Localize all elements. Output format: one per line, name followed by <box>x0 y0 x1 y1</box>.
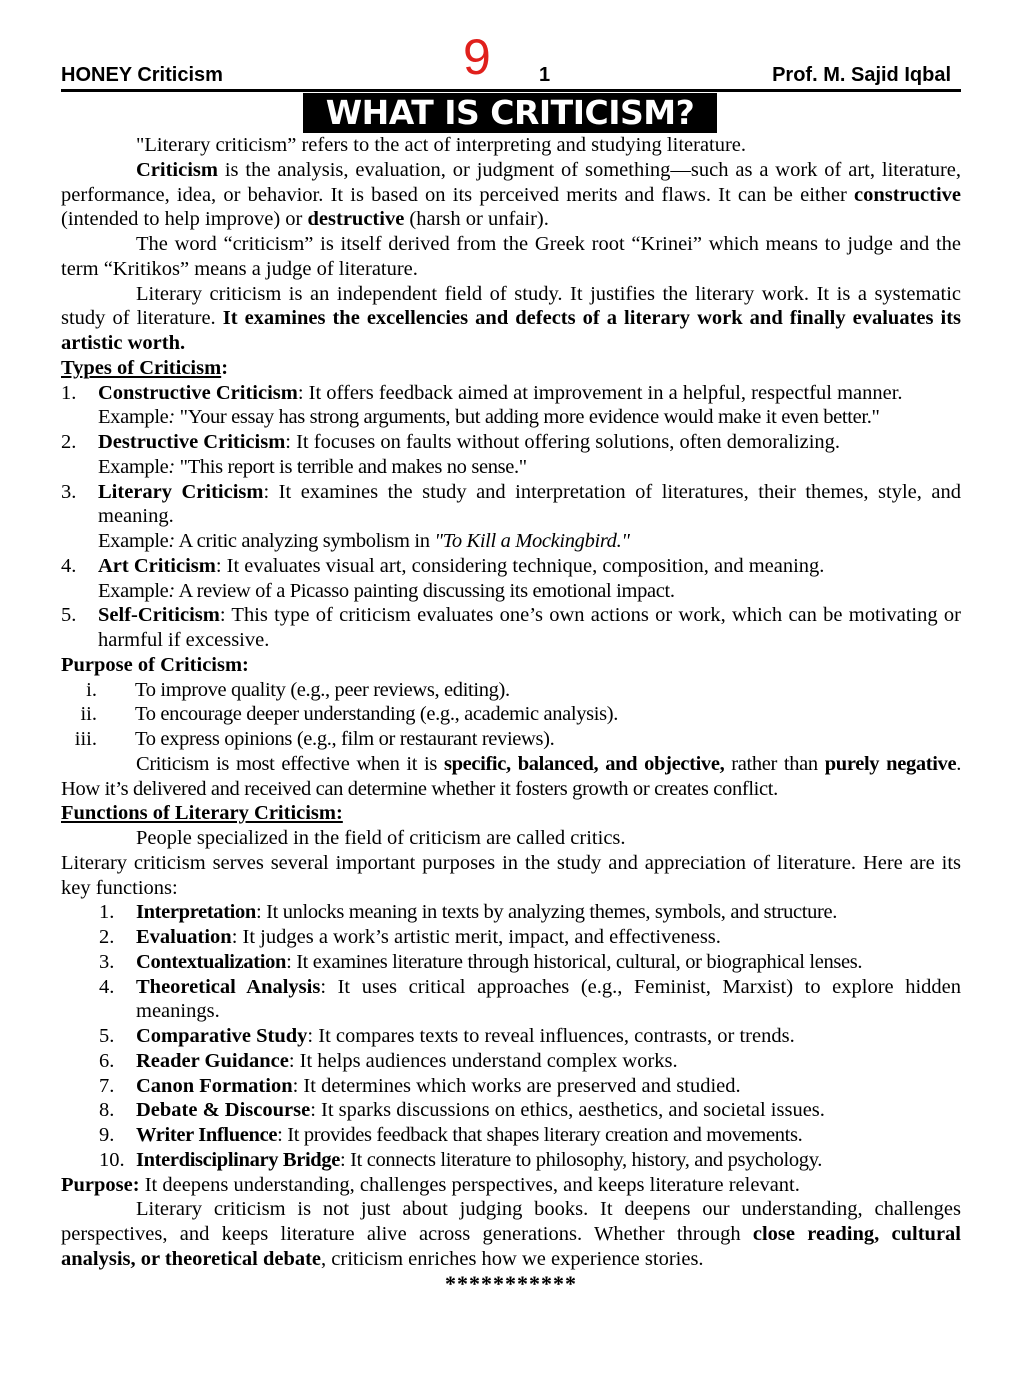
purpose-item <box>61 727 961 752</box>
functions-paragraph-2: Literary criticism serves several important purposes in the study and appreciation of literature. Here are its key functions: <box>61 851 961 899</box>
bold-text: specific, balanced, and objective, <box>443 752 725 775</box>
list-number: 4. <box>99 975 115 998</box>
function-term: Canon Formation <box>136 1074 293 1097</box>
list-number: 3. <box>61 480 77 503</box>
type-item <box>61 430 961 480</box>
function-body <box>136 900 961 925</box>
header-page-number: 1 <box>539 64 551 86</box>
function-body <box>136 1098 961 1123</box>
purpose-text: To improve quality (e.g., peer reviews, editing). <box>135 678 510 701</box>
list-number: 1. <box>61 381 77 404</box>
type-example <box>98 455 961 480</box>
function-item <box>61 1098 961 1123</box>
functions-heading <box>61 801 961 826</box>
type-item <box>61 480 961 554</box>
function-desc: : It helps audiences understand complex works. <box>288 1049 678 1072</box>
example-text: A review of a Picasso painting discussing its emotional impact. <box>174 579 675 602</box>
function-item <box>61 950 961 975</box>
list-number: 8. <box>99 1099 115 1122</box>
type-term: Destructive Criticism <box>98 431 286 453</box>
type-description <box>98 430 961 455</box>
document-body <box>61 133 961 1296</box>
purpose-label: Purpose: <box>61 1173 140 1196</box>
type-description <box>98 480 961 530</box>
purpose-text: To express opinions (e.g., film or restaurant reviews). <box>135 728 555 750</box>
function-desc: : It uses critical approaches (e.g., Feminist, Marxist) to explore hidden meanings. <box>136 975 961 1023</box>
text: (harsh or unfair). <box>404 208 549 231</box>
list-number: 2. <box>99 926 115 948</box>
function-body <box>136 1074 961 1099</box>
heading-colon: : <box>336 802 343 825</box>
type-item-body <box>98 381 961 431</box>
type-item <box>61 554 961 604</box>
function-body <box>136 1049 961 1074</box>
text: (intended to help improve) or <box>61 208 308 231</box>
type-item-body <box>98 480 961 554</box>
purpose-paragraph <box>61 752 961 802</box>
function-desc: : It judges a work’s artistic merit, impact, and effectiveness. <box>231 926 721 948</box>
text: , criticism enriches how we experience stories. <box>321 1247 704 1270</box>
function-term: Comparative Study <box>136 1025 308 1047</box>
list-number: 5. <box>61 604 77 627</box>
bold-term: destructive <box>307 208 405 231</box>
function-term: Contextualization <box>136 950 287 973</box>
end-stars-divider: *********** <box>445 1270 577 1296</box>
function-term: Interdisciplinary Bridge <box>136 1148 341 1171</box>
function-desc: : It determines which works are preserved and studied. <box>292 1074 741 1097</box>
list-number: 1. <box>99 901 115 924</box>
text: Literary criticism is not just about judging books. It deepens our understanding, challenges perspectives, and keeps literature alive across generations. Whether through <box>61 1198 961 1245</box>
function-desc: : It sparks discussions on ethics, aesthetics, and societal issues. <box>310 1099 825 1122</box>
red-page-number: 9 <box>463 29 491 85</box>
heading-colon: : <box>221 356 229 379</box>
type-term: Literary Criticism <box>98 480 264 503</box>
purpose-item <box>61 678 961 703</box>
type-item <box>61 603 961 653</box>
list-number: 5. <box>99 1025 115 1047</box>
type-term: Self-Criticism <box>98 604 220 627</box>
bold-term: constructive <box>853 183 961 206</box>
example-text: A critic analyzing symbolism in <box>174 530 435 552</box>
closing-paragraph <box>61 1197 961 1271</box>
roman-number: iii. <box>74 728 97 750</box>
function-term: Theoretical Analysis <box>136 975 321 998</box>
example-colon: : <box>168 406 175 429</box>
example-colon: : <box>168 579 175 602</box>
page-header <box>61 29 961 90</box>
function-desc: : It unlocks meaning in texts by analyzing themes, symbols, and structure. <box>255 901 837 924</box>
text: Literary criticism is an independent field of study. It justifies the literary work. It is a systematic study of literature. <box>61 282 961 330</box>
function-desc: : It examines literature through historical, cultural, or biographical lenses. <box>286 950 863 973</box>
example-text: "Your essay has strong arguments, but adding more evidence would make it even better." <box>174 406 880 429</box>
example-label: Example <box>98 455 169 478</box>
roman-number: ii. <box>80 703 97 726</box>
type-description <box>98 554 961 579</box>
type-desc-text: : It evaluates visual art, considering technique, composition, and meaning. <box>215 554 825 577</box>
function-item <box>61 1148 961 1173</box>
type-desc-text: : It focuses on faults without offering solutions, often demoralizing. <box>285 431 841 453</box>
function-term: Interpretation <box>136 901 256 924</box>
type-desc-text: : It offers feedback aimed at improvement in a helpful, respectful manner. <box>297 381 903 404</box>
function-body <box>136 975 961 1025</box>
type-example <box>98 579 961 604</box>
types-heading <box>61 356 961 381</box>
list-number: 7. <box>99 1074 115 1097</box>
example-label: Example <box>98 406 169 429</box>
closing-purpose <box>61 1173 961 1198</box>
list-number: 3. <box>99 950 115 973</box>
bold-term: Criticism <box>136 158 218 181</box>
function-item <box>61 1049 961 1074</box>
function-body <box>136 950 961 975</box>
function-body <box>136 1123 961 1148</box>
purpose-list <box>61 678 961 752</box>
function-term: Writer Influence <box>136 1124 278 1146</box>
functions-list <box>61 900 961 1172</box>
page-title: WHAT IS CRITICISM? <box>303 93 717 133</box>
header-author: Prof. M. Sajid Iqbal <box>772 64 951 86</box>
list-number: 6. <box>99 1049 115 1072</box>
type-term: Constructive Criticism <box>98 381 298 404</box>
function-term: Debate & Discourse <box>136 1099 311 1122</box>
intro-paragraph-4 <box>61 282 961 356</box>
header-rule <box>61 89 961 92</box>
purpose-heading: Purpose of Criticism: <box>61 653 249 676</box>
intro-paragraph-3: The word “criticism” is itself derived from the Greek root “Krinei” which means to judge and the term “Kritikos” means a judge of literature. <box>61 233 961 280</box>
example-label: Example <box>98 579 169 602</box>
type-item-body <box>98 554 961 604</box>
heading-text: Functions of Literary Criticism <box>61 802 336 825</box>
text: . How it’s delivered and received can determine whether it fosters growth or creates conflict. <box>61 752 961 800</box>
bold-text: close reading, cultural analysis, or theoretical debate <box>61 1223 961 1270</box>
function-desc: : It connects literature to philosophy, history, and psychology. <box>340 1148 823 1171</box>
list-number: 9. <box>99 1124 115 1146</box>
type-item <box>61 381 961 431</box>
example-title: "To Kill a Mockingbird." <box>434 530 630 552</box>
list-number: 10. <box>99 1148 125 1171</box>
heading-text: Types of Criticism <box>61 356 222 379</box>
function-item <box>61 925 961 950</box>
function-term: Evaluation <box>136 926 232 948</box>
function-item <box>61 1024 961 1049</box>
intro-paragraph-1: "Literary criticism” refers to the act of interpreting and studying literature. <box>136 134 747 156</box>
intro-paragraph-2 <box>61 158 961 232</box>
text: rather than <box>724 752 825 775</box>
function-item <box>61 1123 961 1148</box>
type-description <box>98 603 961 653</box>
type-example <box>98 529 961 554</box>
list-number: 2. <box>61 431 77 453</box>
function-body <box>136 925 961 950</box>
header-left-title: HONEY Criticism <box>61 64 223 86</box>
types-list <box>61 381 961 653</box>
functions-paragraph-1: People specialized in the field of criticism are called critics. <box>136 827 626 849</box>
text: It deepens understanding, challenges perspectives, and keeps literature relevant. <box>139 1173 800 1196</box>
roman-number: i. <box>86 678 97 701</box>
type-item-body <box>98 603 961 653</box>
type-item-body <box>98 430 961 480</box>
function-desc: : It compares texts to reveal influences, contrasts, or trends. <box>307 1025 795 1047</box>
type-desc-text: : This type of criticism evaluates one’s own actions or work, which can be motivating or harmful if excessive. <box>98 604 961 651</box>
purpose-item <box>61 702 961 727</box>
list-number: 4. <box>61 554 77 577</box>
example-colon: : <box>168 455 175 478</box>
function-item <box>61 1074 961 1099</box>
function-item <box>61 900 961 925</box>
text: is the analysis, evaluation, or judgment of something—such as a work of art, literature, performance, idea, or behavior. It is based on its perceived merits and flaws. It can be either <box>61 158 961 206</box>
purpose-text: To encourage deeper understanding (e.g., academic analysis). <box>135 703 619 726</box>
bold-text: It examines the excellencies and defects of a literary work and finally evaluates its artistic worth. <box>61 307 962 354</box>
function-term: Reader Guidance <box>136 1049 289 1072</box>
function-body <box>136 1024 961 1049</box>
type-description <box>98 381 961 406</box>
text: Criticism is most effective when it is <box>136 752 444 775</box>
example-label: Example <box>98 530 169 552</box>
bold-text: purely negative <box>824 752 957 775</box>
type-desc-text: : It examines the study and interpretation of literatures, their themes, style, and meaning. <box>98 480 961 528</box>
example-colon: : <box>168 530 175 552</box>
function-item <box>61 975 961 1025</box>
type-term: Art Criticism <box>98 554 216 577</box>
type-example <box>98 405 961 430</box>
example-text: "This report is terrible and makes no sense." <box>174 455 527 478</box>
function-desc: : It provides feedback that shapes literary creation and movements. <box>277 1124 803 1146</box>
function-body <box>136 1148 961 1173</box>
